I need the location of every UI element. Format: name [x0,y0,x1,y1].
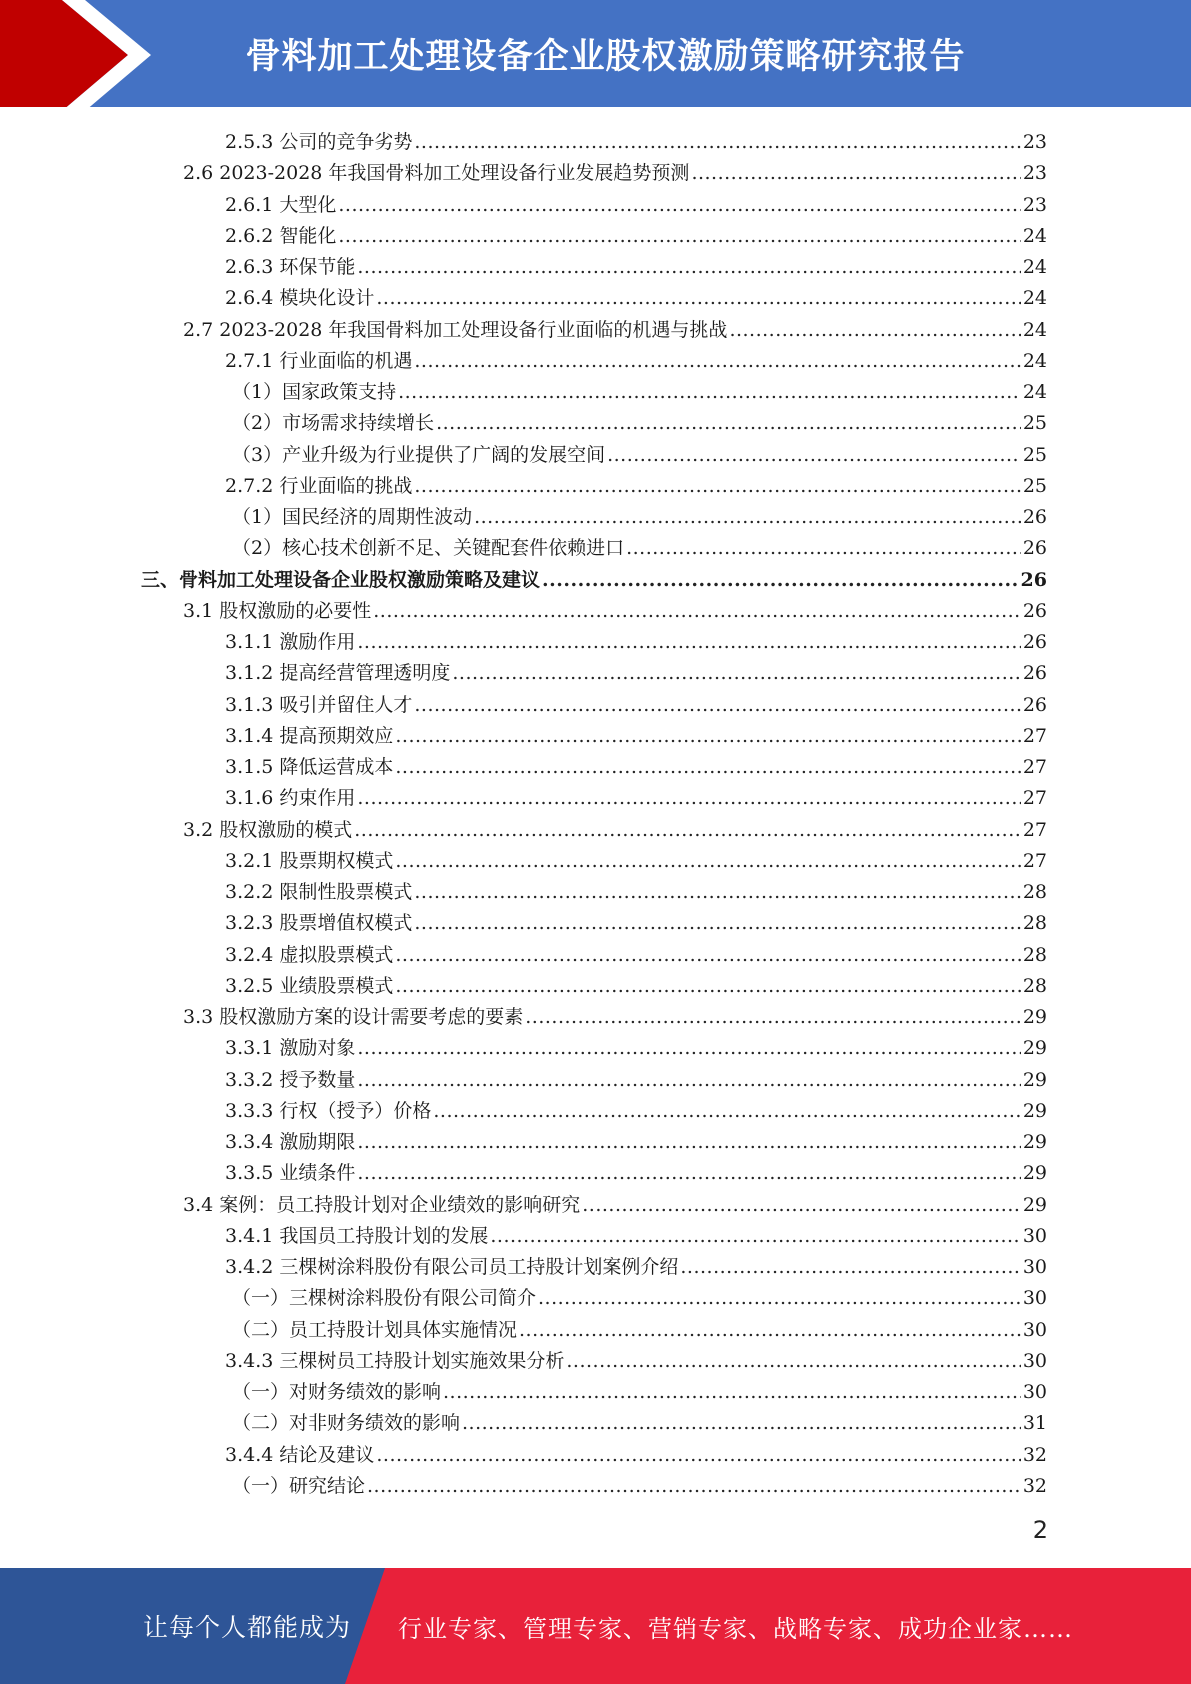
report-title: 骨料加工处理设备企业股权激励策略研究报告 [245,36,966,77]
toc-entry-title: 2.7.1 行业面临的机遇 [225,349,413,372]
toc-entry[interactable] [232,1315,1047,1346]
toc-entry-page: 26 [1022,631,1047,653]
toc-entry[interactable] [225,846,1047,877]
toc-entry[interactable] [225,658,1047,689]
toc-entry-page: 26 [1022,693,1047,716]
toc-leader-dots [582,1190,1021,1221]
toc-entry-title: （二）对非财务绩效的影响 [232,1412,461,1435]
toc-entry[interactable] [225,1065,1047,1096]
toc-entry[interactable] [225,471,1047,502]
toc-entry-page: 26 [1022,537,1047,560]
toc-entry-page: 26 [1022,599,1047,622]
toc-entry-title: 3.3.5 业绩条件 [225,1162,356,1185]
toc-leader-dots [626,533,1021,564]
toc-leader-dots [395,752,1020,783]
toc-entry-page: 29 [1022,1193,1047,1216]
toc-entry-title: 3.3.3 行权（授予）价格 [225,1099,432,1122]
toc-leader-dots [414,127,1020,158]
toc-entry-page: 27 [1022,724,1047,747]
toc-entry-title: 3.1.6 约束作用 [225,787,356,810]
toc-entry-page: 29 [1022,1006,1047,1028]
toc-entry-title: 三、骨料加工处理设备企业股权激励策略及建议 [141,568,541,591]
toc-leader-dots [433,1096,1020,1127]
toc-leader-dots [357,783,1020,814]
toc-entry[interactable] [225,783,1047,814]
toc-entry-title: 2.7.2 行业面临的挑战 [225,474,413,497]
page-header [0,0,1191,111]
toc-leader-dots [436,408,1021,439]
toc-entry-page: 24 [1022,224,1047,247]
toc-leader-dots [691,158,1020,189]
toc-entry-page: 28 [1022,881,1047,903]
toc-leader-dots [376,1440,1020,1471]
toc-entry[interactable] [225,940,1047,971]
toc-entry-title: 3.3.2 授予数量 [225,1068,356,1091]
toc-entry[interactable] [225,1440,1047,1471]
footer-slogan-right: 行业专家、管理专家、营销专家、战略专家、成功企业家…… [398,1614,1073,1643]
toc-leader-dots [395,721,1020,752]
toc-entry[interactable] [232,1377,1047,1408]
toc-leader-dots [490,1221,1020,1252]
toc-entry[interactable] [225,908,1047,939]
toc-entry-title: 3.2.4 虚拟股票模式 [225,943,394,966]
toc-leader-dots [566,1346,1020,1377]
toc-entry-page: 24 [1022,349,1047,372]
toc-entry-title: 2.6.3 环保节能 [225,256,356,278]
toc-entry-title: 3.2 股权激励的模式 [183,818,353,841]
toc-leader-dots [357,627,1020,658]
toc-entry-title: 2.6.1 大型化 [225,193,337,216]
toc-entry[interactable] [225,877,1047,908]
toc-entry-page: 24 [1022,381,1047,403]
toc-entry[interactable] [225,752,1047,783]
toc-entry[interactable] [232,533,1047,564]
toc-entry-page: 32 [1022,1474,1047,1497]
toc-entry-page: 30 [1022,1256,1047,1278]
toc-entry[interactable] [225,190,1047,221]
toc-entry-title: 3.4.1 我国员工持股计划的发展 [225,1224,489,1247]
toc-entry-page: 30 [1022,1349,1047,1372]
toc-entry[interactable] [225,721,1047,752]
toc-entry[interactable] [225,690,1047,721]
toc-entry-title: 3.2.5 业绩股票模式 [225,974,394,997]
toc-entry-title: 3.3 股权激励方案的设计需要考虑的要素 [183,1006,524,1028]
toc-leader-dots [414,471,1020,502]
toc-entry-page: 29 [1022,1131,1047,1153]
toc-entry-title: （一）对财务绩效的影响 [232,1381,442,1403]
toc-leader-dots [354,815,1021,846]
toc-leader-dots [338,221,1020,252]
toc-entry-title: 3.1.1 激励作用 [225,631,356,653]
toc-entry[interactable] [225,346,1047,377]
toc-entry[interactable] [232,1408,1047,1439]
toc-entry-page: 31 [1022,1412,1047,1435]
toc-entry-title: 3.2.2 限制性股票模式 [225,881,413,903]
toc-entry-title: 3.1.3 吸引并留住人才 [225,693,413,716]
toc-entry[interactable] [225,1221,1047,1252]
toc-entry-page: 29 [1022,1162,1047,1185]
toc-entry[interactable] [225,252,1047,283]
toc-leader-dots [414,877,1020,908]
toc-entry-title: 3.3.1 激励对象 [225,1037,356,1060]
toc-entry-page: 24 [1022,287,1047,310]
toc-entry-page: 24 [1022,318,1047,341]
toc-entry[interactable] [225,627,1047,658]
page-footer [0,1568,1191,1684]
toc-leader-dots [357,1158,1020,1189]
toc-entry-title: （二）员工持股计划具体实施情况 [232,1318,518,1341]
toc-entry-page: 24 [1022,256,1047,278]
toc-entry-title: （2）核心技术创新不足、关键配套件依赖进口 [232,537,625,560]
toc-entry-title: 3.4 案例：员工持股计划对企业绩效的影响研究 [183,1193,581,1216]
toc-entry-title: 2.6.2 智能化 [225,224,337,247]
page-number: 2 [1032,1516,1048,1544]
toc-entry-page: 26 [1022,662,1047,685]
toc-leader-dots [414,690,1020,721]
toc-entry-title: 2.5.3 公司的竞争劣势 [225,131,413,153]
toc-entry[interactable] [232,1283,1047,1314]
toc-entry-title: 3.2.1 股票期权模式 [225,849,394,872]
toc-leader-dots [357,1127,1020,1158]
toc-leader-dots [395,940,1020,971]
toc-leader-dots [729,315,1020,346]
toc-entry-title: 2.6.4 模块化设计 [225,287,375,310]
toc-leader-dots [538,1283,1021,1314]
toc-entry-page: 27 [1022,756,1047,778]
toc-entry[interactable] [183,815,1047,846]
toc-entry[interactable] [225,283,1047,314]
toc-leader-dots [414,908,1020,939]
toc-entry-title: （2）市场需求持续增长 [232,412,435,435]
footer-slogan-left: 让每个人都能成为 [143,1613,352,1642]
toc-entry[interactable] [225,127,1047,158]
toc-entry-page: 28 [1022,943,1047,966]
toc-entry-title: （一）三棵树涂料股份有限公司简介 [232,1287,537,1310]
toc-leader-dots [395,846,1020,877]
toc-leader-dots [367,1471,1021,1502]
toc-leader-dots [357,1065,1020,1096]
toc-leader-dots [462,1408,1021,1439]
toc-leader-dots [357,1033,1020,1064]
toc-leader-dots [680,1252,1020,1283]
toc-entry-title: （3）产业升级为行业提供了广阔的发展空间 [232,443,606,466]
toc-leader-dots [414,346,1020,377]
toc-entry-title: 3.1.2 提高经营管理透明度 [225,662,451,685]
toc-entry-page: 30 [1022,1381,1047,1403]
toc-entry-page: 30 [1022,1318,1047,1341]
toc-leader-dots [607,440,1021,471]
toc-entry-page: 23 [1022,193,1047,216]
toc-entry-page: 23 [1022,162,1047,185]
toc-entry[interactable] [225,1033,1047,1064]
toc-entry-page: 28 [1022,912,1047,935]
toc-entry-page: 28 [1022,974,1047,997]
toc-entry-title: （1）国民经济的周期性波动 [232,506,473,528]
toc-entry-page: 27 [1022,849,1047,872]
toc-entry[interactable] [232,377,1047,408]
toc-entry-title: 3.4.4 结论及建议 [225,1443,375,1466]
toc-entry-title: 3.1.4 提高预期效应 [225,724,394,747]
toc-leader-dots [525,1002,1021,1033]
toc-entry-page: 25 [1022,474,1047,497]
toc-entry[interactable] [183,158,1047,189]
toc-entry-page: 32 [1022,1443,1047,1466]
toc-leader-dots [398,377,1021,408]
toc-leader-dots [357,252,1020,283]
toc-leader-dots [519,1315,1021,1346]
toc-entry-page: 29 [1022,1068,1047,1091]
toc-entry-title: 3.2.3 股票增值权模式 [225,912,413,935]
toc-leader-dots [376,283,1020,314]
toc-leader-dots [452,658,1020,689]
toc-entry[interactable] [183,1190,1047,1221]
toc-entry-page: 25 [1022,443,1047,466]
toc-entry-title: 3.3.4 激励期限 [225,1131,356,1153]
toc-entry-title: 3.4.2 三棵树涂料股份有限公司员工持股计划案例介绍 [225,1256,679,1278]
toc-entry-page: 26 [1022,506,1047,528]
toc-entry-title: （一）研究结论 [232,1474,366,1497]
toc-entry-title: 2.7 2023-2028 年我国骨料加工处理设备行业面临的机遇与挑战 [183,318,728,341]
toc-entry-page: 27 [1022,787,1047,810]
toc-entry[interactable] [232,502,1047,533]
toc-entry[interactable] [225,971,1047,1002]
toc-entry-page: 26 [1020,568,1047,591]
toc-leader-dots [542,565,1019,596]
toc-entry[interactable] [225,1346,1047,1377]
toc-entry[interactable] [232,440,1047,471]
toc-entry[interactable] [225,1127,1047,1158]
toc-entry[interactable] [141,565,1047,596]
toc-entry-title: （1）国家政策支持 [232,381,397,403]
toc-entry[interactable] [225,1096,1047,1127]
toc-leader-dots [474,502,1021,533]
toc-entry[interactable] [225,1158,1047,1189]
toc-entry-title: 3.1 股权激励的必要性 [183,599,372,622]
toc-entry-page: 30 [1022,1224,1047,1247]
toc-entry-page: 27 [1022,818,1047,841]
toc-entry[interactable] [232,1471,1047,1502]
toc-entry-page: 23 [1022,131,1047,153]
toc-entry-title: 3.4.3 三棵树员工持股计划实施效果分析 [225,1349,565,1372]
toc-entry[interactable] [183,596,1047,627]
toc-entry-page: 29 [1022,1099,1047,1122]
toc-entry[interactable] [183,1002,1047,1033]
toc-entry[interactable] [225,1252,1047,1283]
toc-entry[interactable] [225,221,1047,252]
toc-leader-dots [338,190,1020,221]
toc-entry[interactable] [232,408,1047,439]
toc-entry[interactable] [183,315,1047,346]
toc-leader-dots [443,1377,1021,1408]
toc-entry-page: 29 [1022,1037,1047,1060]
toc-leader-dots [395,971,1020,1002]
toc-entry-title: 2.6 2023-2028 年我国骨料加工处理设备行业发展趋势预测 [183,162,690,185]
toc-entry-title: 3.1.5 降低运营成本 [225,756,394,778]
toc-leader-dots [373,596,1021,627]
toc-entry-page: 25 [1022,412,1047,435]
toc-entry-page: 30 [1022,1287,1047,1310]
